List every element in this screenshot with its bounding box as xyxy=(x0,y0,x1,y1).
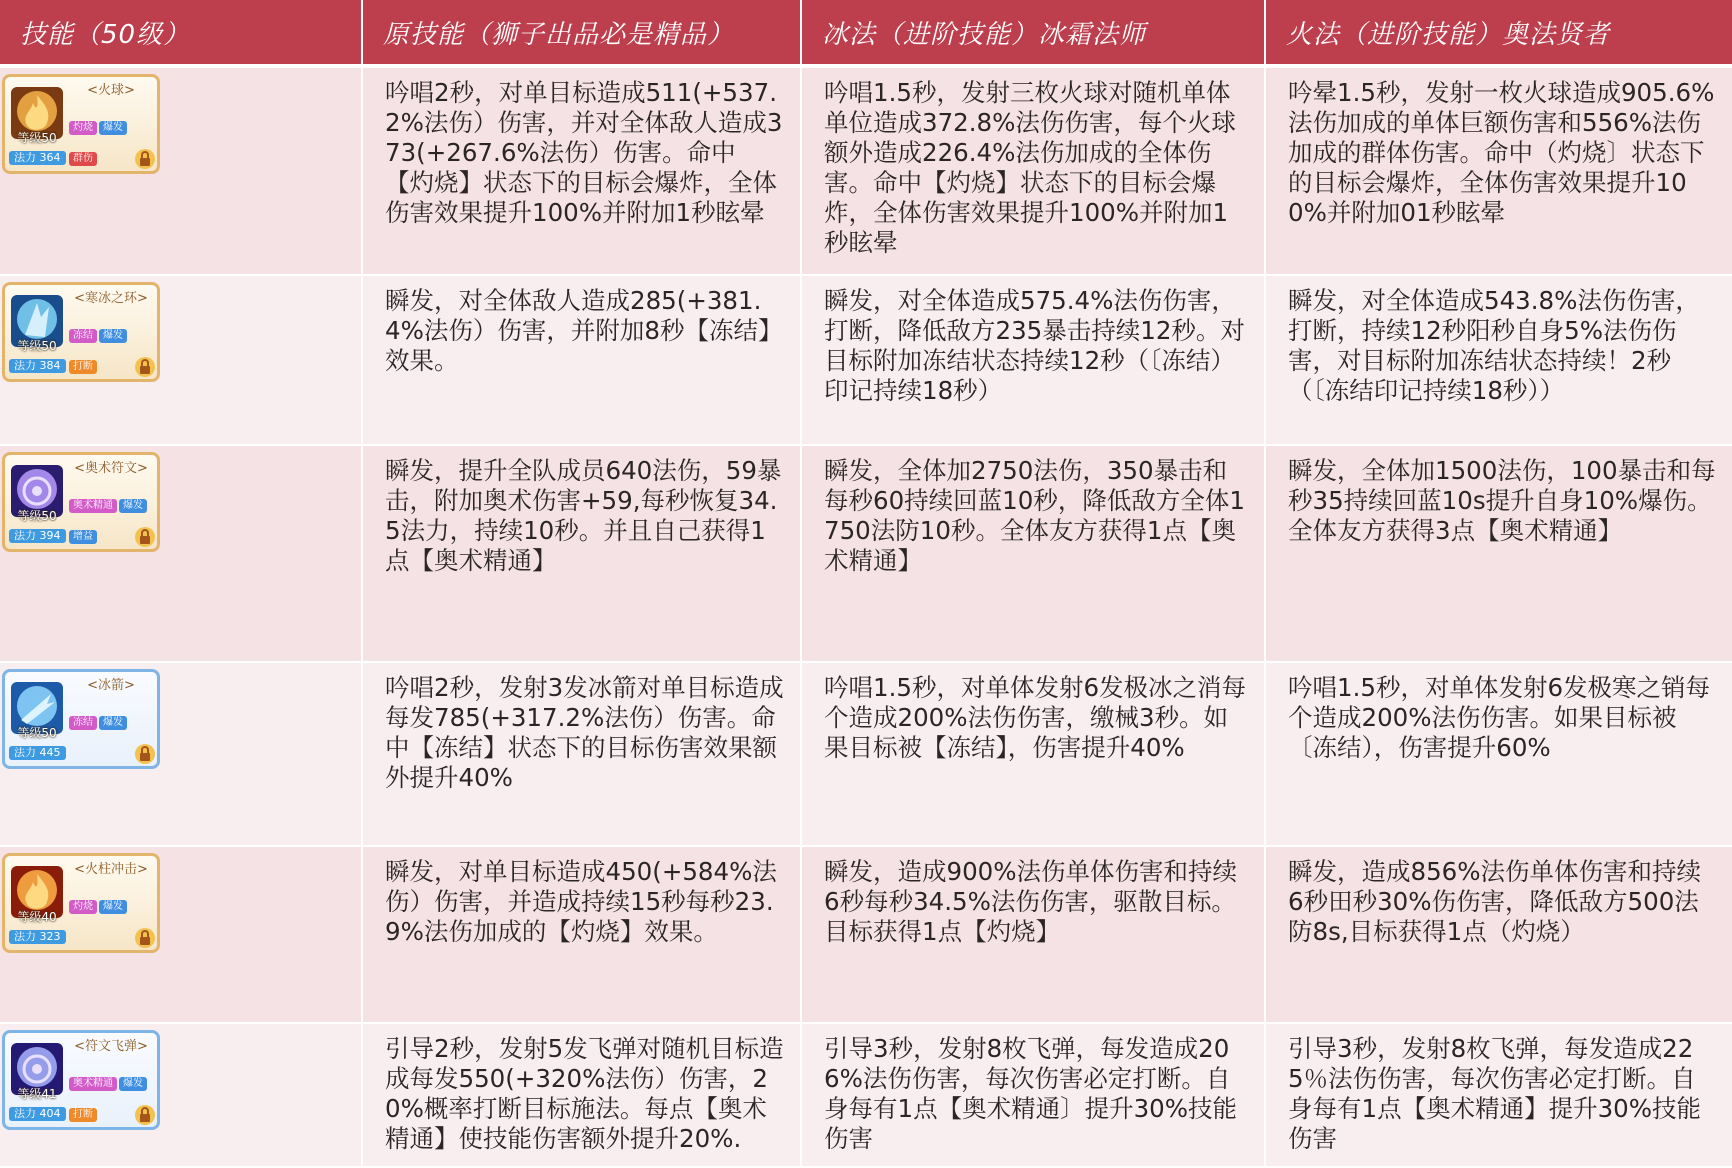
skill-name: <火柱冲击> xyxy=(74,862,148,878)
arcane-sage-skill-text: 瞬发，对全体造成543.8%法伤伤害，打断，持续12秒阳秒自身5%法伤伤害，对目标附加冻结状态持续！2秒（〔冻结印记持续18秒）） xyxy=(1265,275,1732,445)
header-skill: 技能（50级） xyxy=(0,0,362,66)
skill-name: <奥术符文> xyxy=(74,461,148,477)
skill-row xyxy=(0,66,1732,275)
skill-tag: 打断 xyxy=(69,360,97,374)
skill-card[interactable] xyxy=(2,74,160,174)
skill-tag: 奥术精通 xyxy=(69,1077,117,1091)
skill-card[interactable] xyxy=(2,1030,160,1130)
skill-level: 等级50 xyxy=(17,725,57,740)
arcane-sage-skill-text: 瞬发，造成856%法伤单体伤害和持续6秒田秒30%伤伤害，降低敌方500法防8s,目标获得1点（灼烧） xyxy=(1265,846,1732,1023)
lock-icon xyxy=(135,525,155,547)
skill-level: 等级50 xyxy=(17,339,57,354)
skill-tag: 群伤 xyxy=(69,152,97,166)
original-skill-text: 吟唱2秒，对单目标造成511(+537.2%法伤）伤害，并对全体敌人造成373(+267.6%法伤）伤害。命中【灼烧】状态下的目标会爆炸，全体伤害效果提升100%并附加1秒眩晕 xyxy=(362,66,801,275)
original-skill-text: 瞬发，对全体敌人造成285(+381.4%法伤）伤害，并附加8秒【冻结】效果。 xyxy=(362,275,801,445)
lock-icon xyxy=(135,742,155,764)
frost-mage-skill-text: 吟唱1.5秒，发射三枚火球对随机单体单位造成372.8%法伤伤害，每个火球额外造成226.4%法伤加成的全体伤害。命中【灼烧】状态下的目标会爆炸，全体伤害效果提升100%并附加1秒眩晕 xyxy=(801,66,1265,275)
skill-tag: 爆发 xyxy=(119,1077,147,1091)
original-skill-text: 引导2秒，发射5发飞弹对随机目标造成每发550(+320%法伤）伤害，20%概率打断目标施法。每点【奥术精通】使技能伤害额外提升20%. xyxy=(362,1023,801,1167)
header-original-skill: 原技能（狮子出品必是精品） xyxy=(362,0,801,66)
skill-tag: 灼烧 xyxy=(69,121,97,135)
skill-card[interactable] xyxy=(2,282,160,382)
skill-card-cell xyxy=(0,846,362,1023)
skill-card-cell xyxy=(0,1023,362,1167)
original-skill-text: 瞬发，对单目标造成450(+584%法伤）伤害，并造成持续15秒每秒23.9%法伤加成的【灼烧】效果。 xyxy=(362,846,801,1023)
skill-tag: 灼烧 xyxy=(69,900,97,914)
original-skill-text: 瞬发，提升全队成员640法伤，59暴击，附加奥术伤害+59,每秒恢复34.5法力，持续10秒。并且自己获得1点【奥术精通】 xyxy=(362,445,801,662)
skill-tag: 爆发 xyxy=(99,900,127,914)
original-skill-text: 吟唱2秒，发射3发冰箭对单目标造成每发785(+317.2%法伤）伤害。命中【冻结】状态下的目标伤害效果额外提升40% xyxy=(362,662,801,846)
header-row xyxy=(0,0,1732,66)
skill-row xyxy=(0,846,1732,1023)
lock-icon xyxy=(135,1103,155,1125)
mana-cost: 法力 384 xyxy=(9,359,66,373)
lock-icon xyxy=(135,926,155,948)
skill-card[interactable] xyxy=(2,853,160,953)
skill-tag: 爆发 xyxy=(99,329,127,343)
skill-tag: 爆发 xyxy=(119,499,147,513)
skill-tags xyxy=(69,702,151,733)
arcane-sage-skill-text: 引导3秒，发射8枚飞弹，每发造成225％法伤伤害，每次伤害必定打断。自身每有1点【奥术精通】提升30%技能伤害 xyxy=(1265,1023,1732,1167)
skill-card-cell xyxy=(0,66,362,275)
header-frost-mage: 冰法（进阶技能）冰霜法师 xyxy=(801,0,1265,66)
arcane-sage-skill-text: 吟晕1.5秒，发射一枚火球造成905.6%法伤加成的单体巨额伤害和556%法伤加成的群体伤害。命中（灼烧〕状态下的目标会爆炸，全体伤害效果提升100%并附加01秒眩晕 xyxy=(1265,66,1732,275)
frost-mage-skill-text: 瞬发，造成900%法伤单体伤害和持续6秒每秒34.5%法伤伤害，驱散目标。目标获得1点【灼烧】 xyxy=(801,846,1265,1023)
arcane-sage-skill-text: 吟唱1.5秒，对单体发射6发极寒之销每个造成200%法伤伤害。如果目标被〔冻结），伤害提升60% xyxy=(1265,662,1732,846)
frost-mage-skill-text: 瞬发，对全体造成575.4%法伤伤害，打断，降低敌方235暴击持续12秒。对目标附加冻结状态持续12秒（〔冻结）印记持续18秒） xyxy=(801,275,1265,445)
frost-mage-skill-text: 吟唱1.5秒，对单体发射6发极冰之消每个造成200%法伤伤害，缴械3秒。如果目标被【冻结】，伤害提升40% xyxy=(801,662,1265,846)
frost-mage-skill-text: 瞬发，全体加2750法伤，350暴击和每秒60持续回蓝10秒，降低敌方全体1750法防10秒。全体友方获得1点【奥术精通】 xyxy=(801,445,1265,662)
skill-level: 等级50 xyxy=(17,509,57,524)
mana-cost: 法力 445 xyxy=(9,746,66,760)
skill-level: 等级40 xyxy=(17,910,57,925)
lock-icon xyxy=(135,355,155,377)
skill-tag: 增益 xyxy=(69,530,97,544)
skill-name: <冰箭> xyxy=(87,677,135,693)
lock-icon xyxy=(135,147,155,169)
skill-name: <寒冰之环> xyxy=(74,291,148,307)
skill-tag: 爆发 xyxy=(99,121,127,135)
arcane-sage-skill-text: 瞬发，全体加1500法伤，100暴击和每秒35持续回蓝10s提升自身10%爆伤。全体友方获得3点【奥术精通】 xyxy=(1265,445,1732,662)
skill-tag: 打断 xyxy=(69,1108,97,1122)
mana-cost: 法力 394 xyxy=(9,529,66,543)
skill-name: <火球> xyxy=(87,83,135,98)
skill-level: 等级50 xyxy=(17,131,57,145)
skill-card[interactable] xyxy=(2,452,160,552)
skill-level: 等级41 xyxy=(17,1086,57,1101)
mana-cost: 法力 364 xyxy=(9,151,66,165)
skill-tags xyxy=(69,886,151,917)
header-arcane-sage: 火法（进阶技能）奥法贤者 xyxy=(1265,0,1732,66)
skill-tag: 奥术精通 xyxy=(69,499,117,513)
skill-name: <符文飞弹> xyxy=(74,1038,148,1054)
skill-card[interactable] xyxy=(2,669,160,769)
skill-tag: 爆发 xyxy=(99,716,127,730)
frost-mage-skill-text: 引导3秒，发射8枚飞弹，每发造成206%法伤伤害，每次伤害必定打断。自身每有1点【奥术精通〕提升30%技能伤害 xyxy=(801,1023,1265,1167)
mana-cost: 法力 404 xyxy=(9,1107,66,1121)
skill-tag: 冻结 xyxy=(69,716,97,730)
skill-card-cell xyxy=(0,445,362,662)
skill-row xyxy=(0,275,1732,445)
skill-row xyxy=(0,662,1732,846)
mana-cost: 法力 323 xyxy=(9,930,66,944)
skill-card-cell xyxy=(0,662,362,846)
skill-tag: 冻结 xyxy=(69,329,97,343)
skill-row xyxy=(0,1023,1732,1167)
skill-card-cell xyxy=(0,275,362,445)
skill-row xyxy=(0,445,1732,662)
